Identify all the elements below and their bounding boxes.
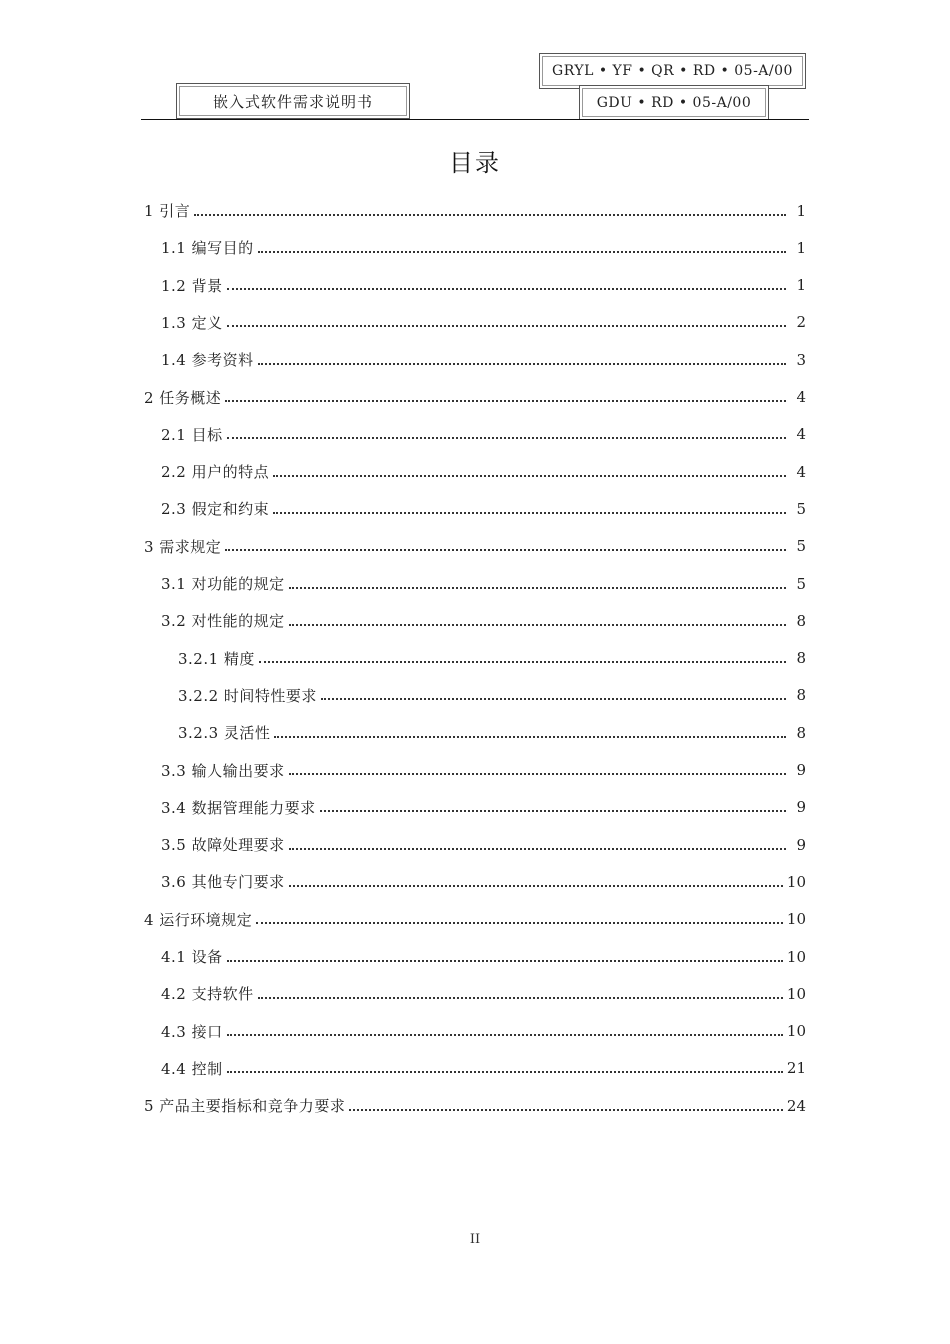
toc-entry-label: 3.3 输人输出要求: [161, 761, 285, 780]
toc-entry[interactable]: [161, 826, 806, 863]
toc-entry-label: 3.2.3 灵活性: [178, 724, 271, 743]
toc-dot-leader: [349, 1109, 783, 1111]
toc-entry[interactable]: [161, 602, 806, 639]
toc-entry[interactable]: [144, 1087, 806, 1124]
document-code-box-secondary: [579, 85, 769, 120]
toc-entry-label: 2.2 用户的特点: [161, 463, 270, 482]
page-number: II: [469, 1232, 481, 1247]
toc-entry[interactable]: [178, 714, 806, 751]
toc-entry-label: 4.4 控制: [161, 1059, 223, 1078]
toc-entry-page: 8: [796, 611, 806, 630]
toc-entry-page: 10: [786, 947, 806, 966]
toc-entry-label: 1.3 定义: [161, 313, 223, 332]
toc-entry-page: 2: [796, 313, 806, 332]
toc-entry-page: 10: [786, 910, 806, 929]
toc-entry-page: 5: [796, 537, 806, 556]
toc-title: 目录: [449, 149, 501, 177]
toc-entry[interactable]: [161, 341, 806, 378]
toc-dot-leader: [227, 288, 786, 290]
document-title-box: [176, 83, 410, 119]
toc-entry-page: 4: [796, 425, 806, 444]
toc-dot-leader: [289, 773, 786, 775]
toc-dot-leader: [227, 960, 783, 962]
toc-entry-page: 10: [786, 872, 806, 891]
toc-entry[interactable]: [161, 1013, 806, 1050]
toc-entry-label: 2.1 目标: [161, 425, 223, 444]
toc-entry-page: 21: [786, 1059, 806, 1078]
toc-entry[interactable]: [161, 565, 806, 602]
toc-entry-label: 4.3 接口: [161, 1022, 223, 1041]
toc-entry-label: 3 需求规定: [144, 537, 222, 556]
toc-dot-leader: [227, 437, 786, 439]
toc-entry-page: 1: [796, 238, 806, 257]
toc-entry-page: 4: [796, 462, 806, 481]
toc-entry[interactable]: [161, 267, 806, 304]
toc-dot-leader: [194, 214, 786, 216]
toc-entry[interactable]: [161, 863, 806, 900]
toc-entry-label: 1.1 编写目的: [161, 239, 254, 258]
document-title: 嵌入式软件需求说明书: [212, 92, 373, 111]
document-code-secondary: GDU • RD • 05-A/00: [596, 94, 752, 111]
toc-entry[interactable]: [161, 416, 806, 453]
toc-entry[interactable]: [144, 192, 806, 229]
toc-entry[interactable]: [161, 975, 806, 1012]
toc-entry[interactable]: [161, 304, 806, 341]
toc-dot-leader: [258, 363, 786, 365]
toc-entry-page: 3: [796, 350, 806, 369]
toc-entry-page: 4: [796, 388, 806, 406]
toc-entry-page: 1: [796, 276, 806, 295]
toc-dot-leader: [289, 848, 786, 850]
toc-dot-leader: [289, 587, 786, 589]
toc-entry[interactable]: [161, 453, 806, 490]
document-code-primary: GRYL • YF • QR • RD • 05-A/00: [552, 63, 793, 79]
toc-entry[interactable]: [178, 677, 806, 714]
toc-entry-label: 4 运行环境规定: [144, 910, 253, 929]
header-divider: [141, 119, 809, 120]
toc-entry-page: 24: [786, 1096, 806, 1115]
toc-dot-leader: [227, 1034, 783, 1036]
toc-dot-leader: [256, 922, 783, 924]
toc-dot-leader: [227, 1071, 783, 1073]
toc-dot-leader: [225, 549, 786, 551]
toc-entry-label: 3.2 对性能的规定: [161, 612, 285, 631]
toc-entry-page: 5: [796, 499, 806, 518]
toc-entry-label: 3.6 其他专门要求: [161, 873, 285, 892]
toc-entry-label: 1 引言: [144, 202, 191, 220]
toc-entry[interactable]: [161, 229, 806, 266]
toc-dot-leader: [273, 512, 786, 514]
toc-dot-leader: [258, 997, 783, 999]
toc-dot-leader: [227, 325, 786, 327]
toc-entry-page: 9: [796, 835, 806, 854]
toc-entry-page: 1: [796, 201, 806, 220]
toc-entry-label: 3.5 故障处理要求: [161, 836, 285, 855]
toc-entry-page: 9: [796, 761, 806, 779]
toc-entry-label: 5 产品主要指标和竞争力要求: [144, 1097, 346, 1116]
toc-entry-page: 5: [796, 574, 806, 593]
toc-entry-label: 3.2.2 时间特性要求: [178, 686, 317, 705]
toc-dot-leader: [289, 885, 783, 887]
toc-entry[interactable]: [178, 640, 806, 677]
toc-dot-leader: [274, 736, 786, 738]
toc-entry-page: 9: [796, 798, 806, 817]
toc-entry-label: 3.2.1 精度: [178, 649, 255, 668]
toc-entry[interactable]: [161, 490, 806, 527]
toc-entry-page: 10: [786, 984, 806, 1003]
toc-entry-label: 3.4 数据管理能力要求: [161, 798, 316, 817]
toc-entry-page: 8: [796, 686, 806, 705]
toc-entry-label: 4.2 支持软件: [161, 985, 254, 1004]
toc-dot-leader: [225, 400, 786, 402]
toc-entry[interactable]: [144, 901, 806, 938]
toc-entry-label: 2.3 假定和约束: [161, 500, 270, 519]
toc-entry[interactable]: [144, 528, 806, 565]
toc-entry[interactable]: [144, 379, 806, 416]
toc-entry[interactable]: [161, 752, 806, 789]
toc-entry-label: 4.1 设备: [161, 948, 223, 966]
toc-dot-leader: [259, 661, 786, 663]
toc-dot-leader: [289, 624, 786, 626]
toc-dot-leader: [258, 251, 786, 253]
toc-dot-leader: [320, 810, 786, 812]
toc-entry[interactable]: [161, 1050, 806, 1087]
toc-entry-label: 1.2 背景: [161, 276, 223, 295]
toc-entry[interactable]: [161, 938, 806, 975]
toc-entry-page: 8: [796, 723, 806, 742]
toc-entry-page: 8: [796, 649, 806, 668]
toc-entry-label: 3.1 对功能的规定: [161, 575, 285, 593]
toc-entry-label: 2 任务概述: [144, 388, 222, 407]
toc-dot-leader: [321, 698, 786, 700]
toc-dot-leader: [273, 475, 786, 477]
document-code-box-primary: [539, 53, 806, 89]
toc-entry-label: 1.4 参考资料: [161, 351, 254, 370]
toc-entry[interactable]: [161, 789, 806, 826]
toc-entry-page: 10: [786, 1022, 806, 1041]
